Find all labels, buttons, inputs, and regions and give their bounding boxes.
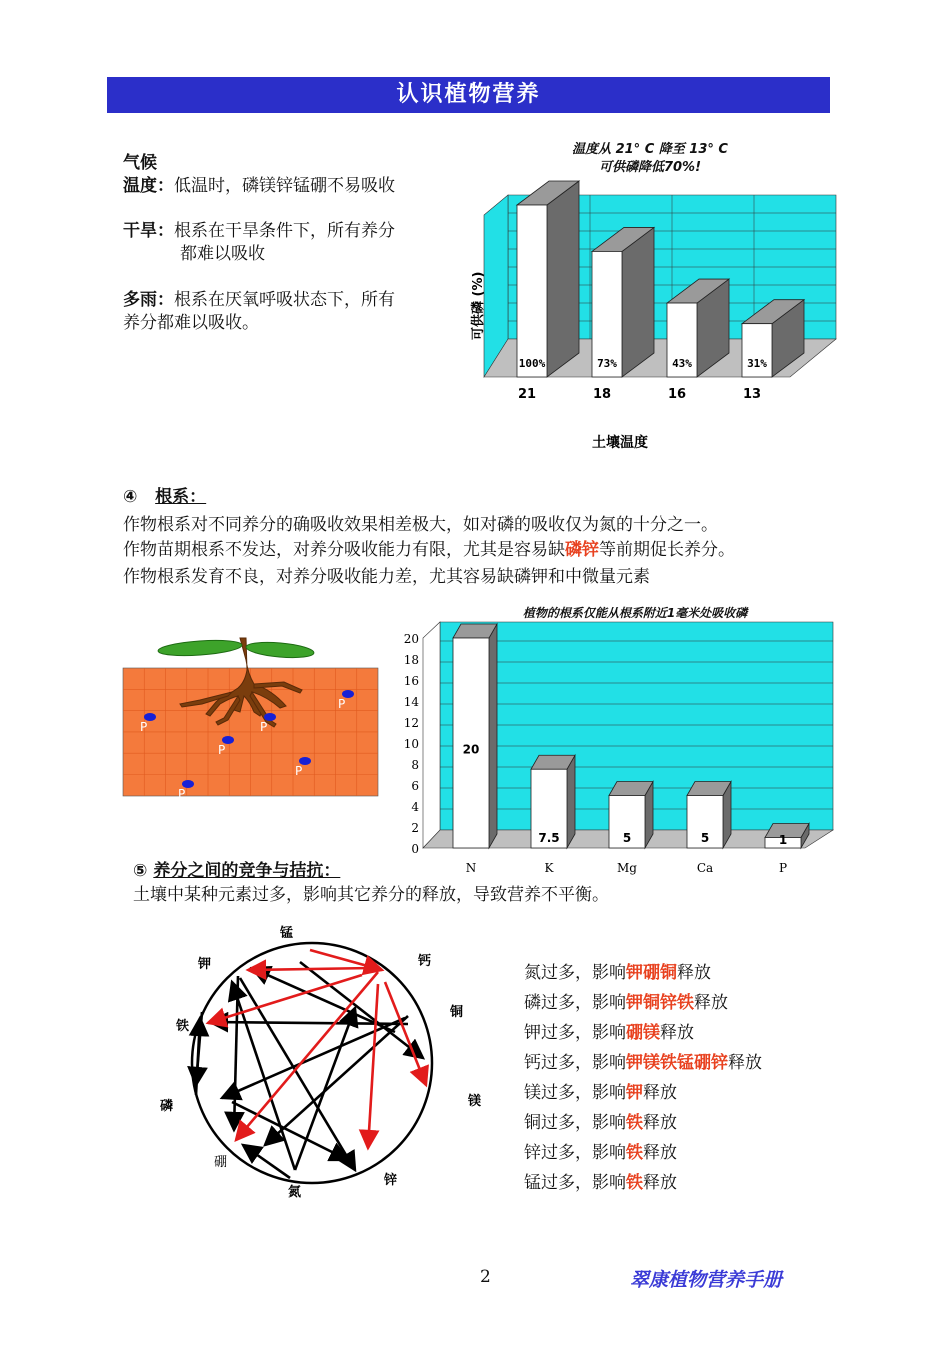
- chart2-bar-side: [489, 624, 497, 848]
- chart2-x-tick: Ca: [696, 861, 714, 875]
- nutrient-antagonism-wheel: [140, 920, 490, 1210]
- chart2-y-tick: 20: [403, 632, 419, 646]
- chart2-bar-top: [609, 782, 653, 796]
- chart2-bar-top: [687, 782, 731, 796]
- chart1-x-ticks: [518, 387, 761, 402]
- chart1-value-label: 43%: [672, 357, 692, 370]
- chart1-x-tick: 18: [592, 387, 612, 402]
- drought-text: 干旱：根系在干旱条件下，所有养分 都难以吸收: [123, 221, 395, 264]
- wheel-label: 铁: [176, 1019, 190, 1034]
- chart2-x-ticks: [466, 861, 787, 875]
- chart1-x-tick: 16: [667, 387, 687, 402]
- temperature-text: 温度：低温时，磷镁锌锰硼不易吸收: [123, 176, 395, 196]
- competition-heading: ⑤ 养分之间的竞争与拮抗：: [133, 861, 341, 881]
- soil-temperature-chart: [460, 175, 860, 475]
- phosphorus-label: P: [178, 787, 186, 801]
- phosphorus-label: P: [338, 697, 346, 711]
- leaves: [158, 638, 315, 660]
- effect-row: 锰过多，影响铁释放: [524, 1173, 677, 1193]
- footer-title: 翠康植物营养手册: [630, 1269, 783, 1291]
- chart1-ylabel: 可供磷 (%): [471, 271, 486, 340]
- chart1-x-tick: 21: [517, 387, 537, 402]
- effect-row: 氮过多，影响钾硼铜释放: [524, 963, 711, 983]
- wheel-label: 硼: [214, 1155, 228, 1170]
- chart2-x-tick: K: [544, 861, 554, 875]
- chart2-title: 植物的根系仅能从根系附近1毫米处吸收磷: [522, 606, 748, 620]
- chart2-side-wall: [423, 622, 440, 848]
- effect-row: 钾过多，影响硼镁释放: [524, 1023, 694, 1043]
- root-absorption-chart: [395, 620, 845, 882]
- effect-row: 镁过多，影响钾释放: [524, 1083, 677, 1103]
- effect-row: 锌过多，影响铁释放: [524, 1143, 677, 1163]
- chart2-x-tick: N: [465, 861, 477, 875]
- chart2-value-label: 1: [778, 832, 788, 847]
- phosphorus-label: P: [260, 720, 268, 734]
- chart2-y-tick: 2: [411, 821, 419, 835]
- chart1-value-label: 31%: [747, 357, 767, 370]
- chart2-bar-side: [567, 755, 575, 848]
- effect-row: 铜过多，影响铁释放: [524, 1113, 677, 1133]
- chart1-value-label: 73%: [597, 357, 617, 370]
- chart1-xlabel: 土壤温度: [592, 435, 648, 451]
- wheel-label: 镁: [468, 1094, 482, 1109]
- page-banner: 认识植物营养: [107, 77, 830, 113]
- chart2-y-tick: 12: [403, 716, 419, 730]
- chart1-bar-side: [547, 181, 579, 377]
- chart2-y-tick: 16: [403, 674, 419, 688]
- chart2-value-label: 7.5: [538, 831, 560, 845]
- phosphorus-label: P: [218, 743, 226, 757]
- wheel-circle: [192, 943, 432, 1183]
- chart2-x-tick: P: [778, 861, 788, 875]
- chart1-subtitle: 可供磷降低70%!: [598, 160, 702, 175]
- chart2-y-tick: 14: [403, 695, 419, 709]
- roots-line2: 作物苗期根系不发达，对养分吸收能力有限，尤其是容易缺磷锌等前期促长养分。: [123, 540, 735, 560]
- chart2-value-label: 5: [622, 831, 632, 845]
- effect-row: 磷过多，影响钾铜锌铁释放: [524, 993, 728, 1013]
- wheel-label: 锌: [384, 1173, 398, 1188]
- climate-heading: 气候: [123, 153, 157, 173]
- chart2-y-tick: 0: [411, 842, 419, 856]
- wheel-label: 氮: [288, 1185, 302, 1200]
- chart2-y-tick: 8: [411, 758, 419, 772]
- root-soil-illustration: [120, 630, 382, 802]
- rain-text: 多雨：根系在厌氧呼吸状态下，所有 养分都难以吸收。: [123, 290, 395, 333]
- chart2-y-tick: 4: [411, 800, 419, 814]
- competition-intro: 土壤中某种元素过多，影响其它养分的释放，导致营养不平衡。: [133, 885, 609, 905]
- chart1-title: 温度从 21° C 降至 13° C: [572, 142, 728, 157]
- chart2-y-tick: 10: [403, 737, 419, 751]
- chart2-bar-top: [453, 624, 497, 638]
- effects-list: [524, 961, 762, 1201]
- wheel-label: 钾: [198, 957, 212, 972]
- roots-heading: ④ 根系：: [123, 487, 207, 507]
- page-number: 2: [480, 1267, 491, 1287]
- wheel-label: 铜: [450, 1005, 464, 1020]
- chart2-bar-top: [531, 755, 575, 769]
- roots-line1: 作物根系对不同养分的确吸收效果相差极大，如对磷的吸收仅为氮的十分之一。: [123, 515, 718, 535]
- chart2-value-label: 20: [462, 742, 480, 757]
- chart2-x-tick: Mg: [617, 861, 637, 875]
- chart2-value-label: 5: [700, 831, 710, 845]
- chart2-y-ticks: [404, 632, 420, 856]
- wheel-label: 磷: [160, 1099, 174, 1114]
- chart1-bar: [517, 205, 547, 377]
- chart2-y-tick: 6: [411, 779, 419, 793]
- phosphorus-label: P: [140, 720, 148, 734]
- chart1-bar-side: [622, 227, 654, 377]
- chart1-x-tick: 13: [742, 387, 762, 402]
- chart2-y-tick: 18: [403, 653, 419, 667]
- wheel-label: 锰: [280, 926, 294, 941]
- chart1-value-label: 100%: [518, 357, 546, 370]
- effect-row: 钙过多，影响钾镁铁锰硼锌释放: [524, 1053, 762, 1073]
- roots-line3: 作物根系发育不良，对养分吸收能力差，尤其容易缺磷钾和中微量元素: [123, 567, 650, 587]
- wheel-label: 钙: [418, 954, 432, 969]
- phosphorus-label: P: [295, 764, 303, 778]
